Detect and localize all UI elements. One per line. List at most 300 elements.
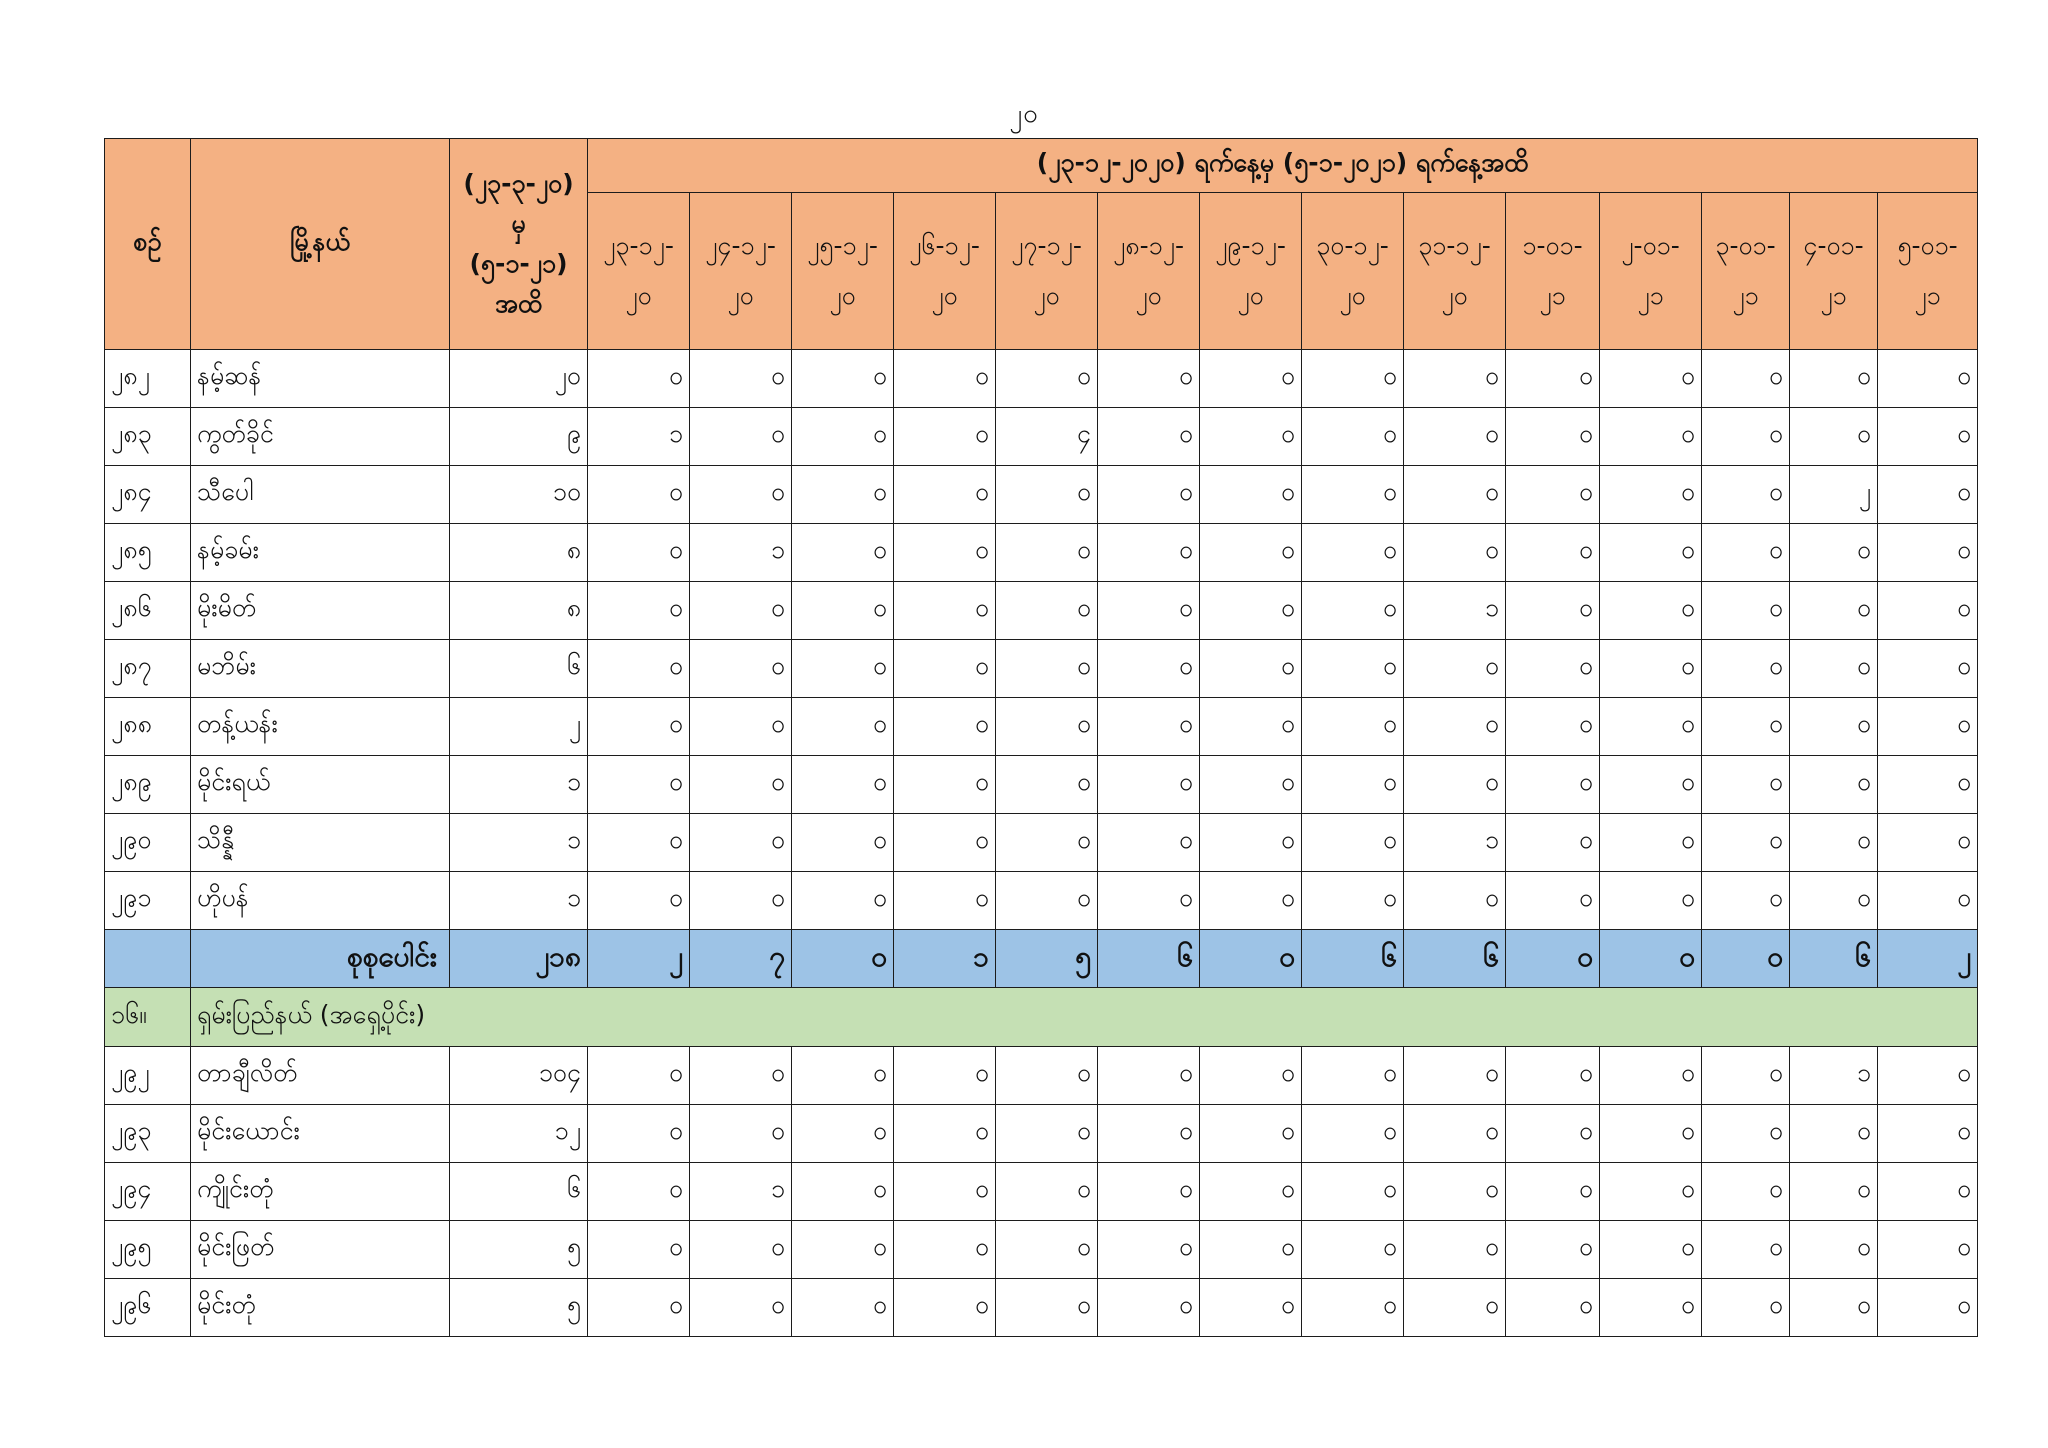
row-value: ၀ (1790, 408, 1878, 466)
row-value: ၀ (588, 640, 690, 698)
row-value: ၀ (792, 466, 894, 524)
row-total: ၆ (450, 640, 588, 698)
row-value: ၀ (1404, 872, 1506, 930)
row-value: ၀ (588, 466, 690, 524)
row-value: ၀ (1404, 1105, 1506, 1163)
table-row (105, 350, 1978, 408)
row-total: ၂ (450, 698, 588, 756)
row-total: ၁ (450, 814, 588, 872)
row-value: ၀ (1200, 1105, 1302, 1163)
header-total-line: (၅-၁-၂၁) (469, 249, 568, 278)
row-value: ၀ (1098, 1221, 1200, 1279)
row-value: ၀ (1098, 408, 1200, 466)
row-value: ၀ (1098, 582, 1200, 640)
row-value: ၀ (1200, 698, 1302, 756)
row-value: ၀ (894, 524, 996, 582)
row-township: မိုင်းယောင်း (191, 1105, 450, 1163)
row-value: ၀ (690, 814, 792, 872)
row-serial: ၂၈၅ (105, 524, 191, 582)
row-value: ၀ (996, 582, 1098, 640)
row-value: ၀ (1702, 1163, 1790, 1221)
row-value: ၀ (1702, 1221, 1790, 1279)
row-value: ၀ (1200, 640, 1302, 698)
row-value: ၀ (1790, 814, 1878, 872)
row-township: နမ့်ခမ်း (191, 524, 450, 582)
row-value: ၀ (1600, 1163, 1702, 1221)
header-date-range: (၂၃-၁၂-၂၀၂၀) ရက်နေ့မှ (၅-၁-၂၀၂၁) ရက်နေ့အထိ (588, 139, 1978, 193)
row-total: ၈ (450, 582, 588, 640)
row-value: ၀ (894, 814, 996, 872)
header-date-2 (690, 193, 792, 350)
row-value: ၁ (1790, 1047, 1878, 1105)
row-total: ၅ (450, 1279, 588, 1337)
header-date-line: ၂၈-၁၂- (1113, 231, 1184, 260)
row-township: တာချီလိတ် (191, 1047, 450, 1105)
row-value: ၀ (690, 350, 792, 408)
row-value: ၀ (1702, 1047, 1790, 1105)
row-value: ၀ (1878, 1221, 1978, 1279)
row-township: မိုင်းဖြတ် (191, 1221, 450, 1279)
row-total: ၆ (450, 1163, 588, 1221)
table-row (105, 1163, 1978, 1221)
row-value: ၀ (1404, 1163, 1506, 1221)
row-value: ၀ (1878, 1279, 1978, 1337)
row-value: ၀ (1200, 350, 1302, 408)
row-value: ၀ (1302, 1279, 1404, 1337)
row-value: ၀ (1098, 640, 1200, 698)
row-value: ၀ (1878, 350, 1978, 408)
row-value: ၁ (588, 408, 690, 466)
row-value: ၀ (690, 640, 792, 698)
row-value: ၁ (690, 524, 792, 582)
header-date-4 (894, 193, 996, 350)
row-value: ၀ (1790, 872, 1878, 930)
row-value: ၀ (1404, 408, 1506, 466)
row-value: ၀ (792, 756, 894, 814)
row-value: ၀ (1200, 524, 1302, 582)
row-value: ၀ (1098, 872, 1200, 930)
row-value: ၀ (792, 698, 894, 756)
row-serial: ၂၈၂ (105, 350, 191, 408)
row-value: ၀ (1702, 640, 1790, 698)
row-value: ၀ (1302, 582, 1404, 640)
row-value: ၀ (1506, 1221, 1600, 1279)
row-value: ၀ (1600, 524, 1702, 582)
row-township: သိန္နီ (191, 814, 450, 872)
header-date-line: ၂၀ (829, 281, 856, 310)
row-value: ၀ (1506, 1047, 1600, 1105)
row-value: ၄ (996, 408, 1098, 466)
row-value: ၀ (996, 1047, 1098, 1105)
header-date-line: ၂၀ (1135, 281, 1162, 310)
row-value: ၀ (894, 1105, 996, 1163)
row-value: ၀ (690, 698, 792, 756)
row-value: ၀ (1506, 1105, 1600, 1163)
table-row (105, 640, 1978, 698)
row-value: ၀ (894, 640, 996, 698)
row-value: ၀ (1200, 756, 1302, 814)
header-date-line: ၂၁ (1539, 281, 1566, 310)
header-date-line: ၂-၀၁- (1621, 231, 1680, 260)
row-value: ၀ (1506, 524, 1600, 582)
row-value: ၀ (690, 1221, 792, 1279)
row-value: ၀ (1702, 814, 1790, 872)
row-total: ၁၂ (450, 1105, 588, 1163)
row-value: ၀ (690, 1047, 792, 1105)
row-value: ၀ (1506, 408, 1600, 466)
row-value: ၀ (1790, 350, 1878, 408)
header-date-line: ၁-၀၁- (1522, 231, 1583, 260)
summary-value: ၀ (1506, 930, 1600, 988)
row-value: ၀ (1302, 350, 1404, 408)
summary-value: ၆ (1098, 930, 1200, 988)
row-value: ၀ (1878, 466, 1978, 524)
row-value: ၀ (588, 524, 690, 582)
row-value: ၀ (894, 1221, 996, 1279)
row-value: ၀ (1702, 350, 1790, 408)
row-value: ၀ (588, 698, 690, 756)
summary-value: ၆ (1302, 930, 1404, 988)
row-township: မဘိမ်း (191, 640, 450, 698)
header-date-8 (1302, 193, 1404, 350)
header-date-line: ၄-၀၁- (1803, 231, 1864, 260)
row-value: ၀ (894, 872, 996, 930)
row-serial: ၂၉၄ (105, 1163, 191, 1221)
header-date-line: ၃၁-၁၂- (1418, 231, 1491, 260)
row-value: ၀ (894, 756, 996, 814)
row-value: ၀ (792, 1105, 894, 1163)
row-total: ၁၀ (450, 466, 588, 524)
row-value: ၀ (1702, 756, 1790, 814)
row-total: ၁ (450, 756, 588, 814)
row-value: ၀ (1878, 1047, 1978, 1105)
row-value: ၀ (894, 1047, 996, 1105)
row-value: ၀ (690, 582, 792, 640)
row-value: ၀ (996, 1221, 1098, 1279)
row-value: ၀ (1200, 1221, 1302, 1279)
row-value: ၀ (1098, 1047, 1200, 1105)
header-date-line: ၂၁ (1732, 281, 1759, 310)
header-date-line: ၂၀ (625, 281, 652, 310)
row-value: ၀ (1600, 408, 1702, 466)
table-row (105, 1279, 1978, 1337)
header-date-line: ၅-၀၁- (1897, 231, 1958, 260)
row-value: ၀ (1702, 408, 1790, 466)
row-value: ၀ (1302, 408, 1404, 466)
header-total-line: အထိ (494, 289, 543, 318)
row-value: ၀ (1200, 1163, 1302, 1221)
row-value: ၀ (588, 1047, 690, 1105)
row-township: မိုးမိတ် (191, 582, 450, 640)
table-row (105, 1221, 1978, 1279)
row-serial: ၂၈၄ (105, 466, 191, 524)
row-serial: ၂၈၇ (105, 640, 191, 698)
row-value: ၀ (1600, 1047, 1702, 1105)
row-value: ၀ (996, 1279, 1098, 1337)
table-row (105, 1047, 1978, 1105)
header-township: မြို့နယ် (191, 139, 450, 350)
summary-row (105, 930, 1978, 988)
row-value: ၀ (996, 524, 1098, 582)
row-value: ၀ (1302, 872, 1404, 930)
row-value: ၀ (1702, 698, 1790, 756)
row-value: ၀ (792, 524, 894, 582)
row-value: ၀ (1600, 582, 1702, 640)
row-value: ၀ (1506, 1279, 1600, 1337)
header-date-line: ၂၁ (1637, 281, 1664, 310)
row-value: ၀ (894, 350, 996, 408)
row-value: ၀ (1404, 466, 1506, 524)
row-value: ၀ (1302, 640, 1404, 698)
row-value: ၀ (588, 814, 690, 872)
header-date-line: ၂၀ (1441, 281, 1468, 310)
row-value: ၀ (1200, 408, 1302, 466)
summary-value: ၀ (1702, 930, 1790, 988)
header-date-7 (1200, 193, 1302, 350)
row-value: ၀ (1098, 814, 1200, 872)
row-value: ၀ (996, 814, 1098, 872)
row-township: ကျိုင်းတုံ (191, 1163, 450, 1221)
summary-value: ၇ (690, 930, 792, 988)
row-serial: ၂၉၅ (105, 1221, 191, 1279)
row-value: ၀ (1790, 1279, 1878, 1337)
row-value: ၀ (1600, 466, 1702, 524)
summary-value: ၀ (1600, 930, 1702, 988)
row-township: သီပေါ (191, 466, 450, 524)
row-value: ၀ (1506, 350, 1600, 408)
row-value: ၀ (1302, 698, 1404, 756)
row-value: ၀ (588, 350, 690, 408)
row-value: ၀ (1878, 408, 1978, 466)
table-row (105, 582, 1978, 640)
table-header (105, 139, 1978, 350)
row-value: ၀ (1200, 872, 1302, 930)
row-value: ၀ (996, 872, 1098, 930)
row-value: ၀ (1702, 524, 1790, 582)
row-value: ၀ (996, 350, 1098, 408)
row-value: ၀ (1302, 1163, 1404, 1221)
row-value: ၀ (894, 408, 996, 466)
header-row-top (105, 139, 1978, 193)
row-value: ၀ (1790, 1221, 1878, 1279)
row-township: မိုင်းတုံ (191, 1279, 450, 1337)
row-value: ၀ (1098, 1163, 1200, 1221)
row-value: ၀ (1404, 1221, 1506, 1279)
row-value: ၀ (690, 756, 792, 814)
row-value: ၀ (1200, 1047, 1302, 1105)
row-value: ၀ (996, 640, 1098, 698)
row-value: ၀ (588, 872, 690, 930)
row-value: ၀ (792, 1047, 894, 1105)
summary-value: ၀ (1200, 930, 1302, 988)
section-number: ၁၆။ (105, 988, 191, 1047)
row-value: ၀ (792, 1279, 894, 1337)
row-value: ၀ (1878, 756, 1978, 814)
section-title: ရှမ်းပြည်နယ် (အရှေ့ပိုင်း) (191, 988, 1978, 1047)
row-value: ၀ (996, 756, 1098, 814)
row-serial: ၂၈၃ (105, 408, 191, 466)
row-value: ၀ (1600, 1279, 1702, 1337)
row-value: ၀ (1404, 524, 1506, 582)
row-value: ၀ (1702, 582, 1790, 640)
row-value: ၀ (792, 350, 894, 408)
row-value: ၀ (1098, 756, 1200, 814)
row-value: ၀ (1404, 756, 1506, 814)
row-value: ၀ (1878, 524, 1978, 582)
row-value: ၀ (690, 466, 792, 524)
table-row (105, 756, 1978, 814)
row-value: ၀ (1600, 1105, 1702, 1163)
row-value: ၀ (1506, 582, 1600, 640)
row-value: ၀ (1302, 524, 1404, 582)
row-value: ၀ (1506, 640, 1600, 698)
row-value: ၀ (792, 872, 894, 930)
row-value: ၀ (1302, 1105, 1404, 1163)
row-value: ၀ (588, 1105, 690, 1163)
header-date-line: ၂၃-၁၂- (603, 231, 674, 260)
row-value: ၀ (690, 1105, 792, 1163)
row-value: ၀ (1702, 466, 1790, 524)
row-value: ၀ (1200, 466, 1302, 524)
header-date-5 (996, 193, 1098, 350)
row-serial: ၂၉၆ (105, 1279, 191, 1337)
row-value: ၀ (996, 1105, 1098, 1163)
data-table (104, 138, 1978, 1337)
row-total: ၈ (450, 524, 588, 582)
header-date-6 (1098, 193, 1200, 350)
header-date-line: ၂၉-၁၂- (1215, 231, 1286, 260)
row-township: မိုင်းရယ် (191, 756, 450, 814)
row-value: ၀ (894, 1279, 996, 1337)
row-value: ၀ (1790, 756, 1878, 814)
row-value: ၀ (588, 1221, 690, 1279)
row-total: ၉ (450, 408, 588, 466)
row-total: ၁ (450, 872, 588, 930)
summary-value: ၂ (1878, 930, 1978, 988)
table-row (105, 814, 1978, 872)
table-row (105, 524, 1978, 582)
table-row (105, 872, 1978, 930)
header-date-11 (1600, 193, 1702, 350)
summary-value: ၁ (894, 930, 996, 988)
header-date-1 (588, 193, 690, 350)
row-value: ၀ (1878, 582, 1978, 640)
row-township: နမ့်ဆန် (191, 350, 450, 408)
row-value: ၀ (996, 466, 1098, 524)
row-value: ၀ (1506, 814, 1600, 872)
header-date-10 (1506, 193, 1600, 350)
row-value: ၀ (1600, 756, 1702, 814)
table-row (105, 1105, 1978, 1163)
row-value: ၀ (1702, 1279, 1790, 1337)
page-number: ၂၀ (1009, 99, 1039, 129)
header-date-line: ၂၆-၁၂- (909, 231, 980, 260)
row-value: ၀ (1878, 1105, 1978, 1163)
row-township: ကွတ်ခိုင် (191, 408, 450, 466)
row-serial: ၂၈၆ (105, 582, 191, 640)
row-value: ၀ (1302, 466, 1404, 524)
row-value: ၀ (792, 814, 894, 872)
summary-label: စုစုပေါင်း (191, 930, 450, 988)
row-value: ၀ (996, 1163, 1098, 1221)
row-total: ၂၀ (450, 350, 588, 408)
row-township: ဟိုပန် (191, 872, 450, 930)
row-value: ၀ (1600, 640, 1702, 698)
row-value: ၀ (792, 640, 894, 698)
row-value: ၀ (588, 1279, 690, 1337)
row-value: ၀ (1098, 1105, 1200, 1163)
header-date-line: ၂၇-၁၂- (1011, 231, 1082, 260)
row-value: ၀ (1200, 1279, 1302, 1337)
row-value: ၀ (1878, 698, 1978, 756)
header-date-line: ၂၀ (727, 281, 754, 310)
table-row (105, 466, 1978, 524)
header-date-9 (1404, 193, 1506, 350)
table-body (105, 350, 1978, 1337)
row-value: ၀ (1302, 1221, 1404, 1279)
summary-value: ၆ (1790, 930, 1878, 988)
row-value: ၀ (792, 582, 894, 640)
row-value: ၀ (1302, 756, 1404, 814)
summary-value: ၂ (588, 930, 690, 988)
row-value: ၀ (1200, 582, 1302, 640)
header-serial: စဉ် (105, 139, 191, 350)
header-date-14 (1878, 193, 1978, 350)
row-value: ၀ (1404, 350, 1506, 408)
row-value: ၀ (792, 1221, 894, 1279)
row-serial: ၂၉၂ (105, 1047, 191, 1105)
row-value: ၀ (1600, 872, 1702, 930)
row-value: ၀ (1790, 1105, 1878, 1163)
row-value: ၀ (1098, 350, 1200, 408)
row-value: ၀ (1600, 1221, 1702, 1279)
header-date-line: ၂၁ (1820, 281, 1847, 310)
row-value: ၀ (1200, 814, 1302, 872)
table-row (105, 408, 1978, 466)
row-value: ၀ (1404, 1279, 1506, 1337)
row-value: ၀ (1600, 350, 1702, 408)
row-value: ၁ (690, 1163, 792, 1221)
row-value: ၀ (1600, 698, 1702, 756)
row-value: ၀ (1404, 1047, 1506, 1105)
row-value: ၀ (690, 1279, 792, 1337)
row-value: ၀ (1098, 698, 1200, 756)
header-date-3 (792, 193, 894, 350)
row-value: ၀ (792, 1163, 894, 1221)
row-township: တန့်ယန်း (191, 698, 450, 756)
row-value: ၀ (1790, 698, 1878, 756)
row-total: ၅ (450, 1221, 588, 1279)
header-date-line: ၃၀-၁၂- (1316, 231, 1389, 260)
row-value: ၀ (1302, 1047, 1404, 1105)
row-serial: ၂၈၈ (105, 698, 191, 756)
row-value: ၀ (1790, 524, 1878, 582)
row-serial: ၂၉၀ (105, 814, 191, 872)
row-value: ၀ (1098, 466, 1200, 524)
header-date-line: ၂၀ (1339, 281, 1366, 310)
row-value: ၀ (894, 582, 996, 640)
row-value: ၀ (1506, 698, 1600, 756)
row-serial: ၂၉၃ (105, 1105, 191, 1163)
table-row (105, 698, 1978, 756)
row-value: ၀ (1702, 872, 1790, 930)
header-total-line: (၂၃-၃-၂၀) (463, 169, 574, 198)
row-value: ၀ (1878, 1163, 1978, 1221)
row-value: ၀ (1098, 1279, 1200, 1337)
row-value: ၀ (1506, 756, 1600, 814)
row-value: ၀ (1404, 698, 1506, 756)
row-value: ၀ (588, 582, 690, 640)
